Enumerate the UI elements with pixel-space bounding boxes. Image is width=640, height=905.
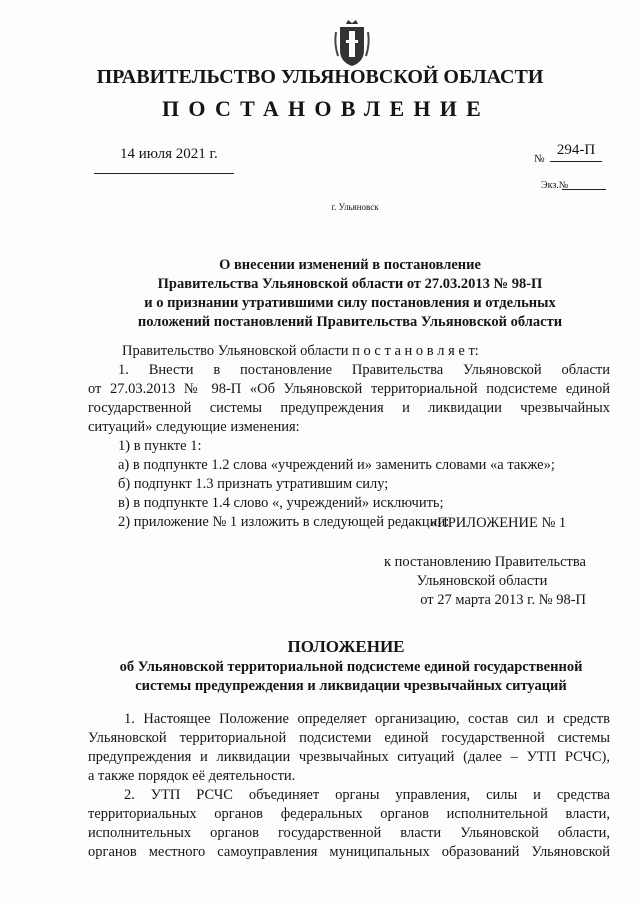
number-label: №: [534, 153, 545, 165]
government-title: ПРАВИТЕЛЬСТВО УЛЬЯНОВСКОЙ ОБЛАСТИ: [96, 66, 544, 88]
subtitle-line: об Ульяновской территориальной подсистеме единой государственной: [119, 659, 583, 675]
p1-line: а также порядок её деятельности.: [88, 768, 296, 784]
heading-line: и о признании утратившими силу постановления и отдельных: [144, 295, 556, 311]
p1-line: предупреждения и ликвидации чрезвычайных ситуаций (далее – УТП РСЧС),: [88, 749, 610, 765]
coat-of-arms-emblem: [332, 18, 372, 68]
item1-line: ситуаций» следующие изменения:: [88, 419, 300, 435]
document-number: 294-П: [550, 142, 602, 162]
copy-number-label: Экз.№: [541, 180, 569, 191]
p1-line: Ульяновской территориальной подсистеми единой государственной системы: [88, 730, 610, 746]
appendix-title: «ПРИЛОЖЕНИЕ № 1: [430, 515, 567, 531]
p2-line: 2. УТП РСЧС объединяет органы управления, силы и средства: [124, 787, 610, 803]
heading-line: Правительства Ульяновской области от 27.03.2013 № 98-П: [157, 276, 543, 292]
appendix-reference: [330, 553, 586, 610]
sub-item: а) в подпункте 1.2 слова «учреждений и» заменить словами «а также»;: [118, 457, 555, 473]
heading-line: положений постановлений Правительства Ульяновской области: [137, 314, 563, 330]
sub-item: 2) приложение № 1 изложить в следующей редакции:: [118, 514, 450, 530]
p2-line: органов местного самоуправления муниципальных образований Ульяновской: [88, 844, 610, 860]
appendix-line: Ульяновской области: [416, 573, 548, 589]
resolution-heading: [100, 256, 600, 332]
item1-line: 1. Внести в постановление Правительства Ульяновской области: [118, 362, 610, 378]
sub-item: б) подпункт 1.3 признать утратившим силу;: [118, 476, 389, 492]
document-type: ПОСТАНОВЛЕНИЕ: [162, 96, 490, 121]
position-body: [88, 710, 610, 862]
position-subtitle: [90, 658, 612, 696]
appendix-line: от 27 марта 2013 г. № 98-П: [420, 592, 586, 608]
document-date: 14 июля 2021 г.: [120, 146, 218, 162]
intro-text: Правительство Ульяновской области п о с т а н о в л я е т:: [122, 343, 479, 359]
date-underline: [94, 173, 234, 174]
p1-line: 1. Настоящее Положение определяет организацию, состав сил и средств: [124, 711, 610, 727]
sub-item: в) в подпункте 1.4 слово «, учреждений» исключить;: [118, 495, 444, 511]
p2-line: территориальных органов федеральных органов исполнительной власти,: [88, 806, 610, 822]
item1-line: государственной системы предупреждения и ликвидации чрезвычайных: [88, 400, 610, 416]
p2-line: исполнительных органов государственной власти Ульяновской области,: [88, 825, 610, 841]
city: г. Ульяновск: [331, 202, 379, 212]
position-title: ПОЛОЖЕНИЕ: [287, 637, 405, 656]
resolution-body: [88, 342, 610, 532]
copy-number-line: [562, 189, 606, 190]
appendix-line: к постановлению Правительства: [384, 554, 586, 570]
item1-line: от 27.03.2013 № 98-П «Об Ульяновской территориальной подсистеме единой: [88, 381, 610, 397]
subtitle-line: системы предупреждения и ликвидации чрезвычайных ситуаций: [135, 678, 567, 694]
sub-item: 1) в пункте 1:: [118, 438, 202, 454]
heading-line: О внесении изменений в постановление: [219, 257, 481, 273]
